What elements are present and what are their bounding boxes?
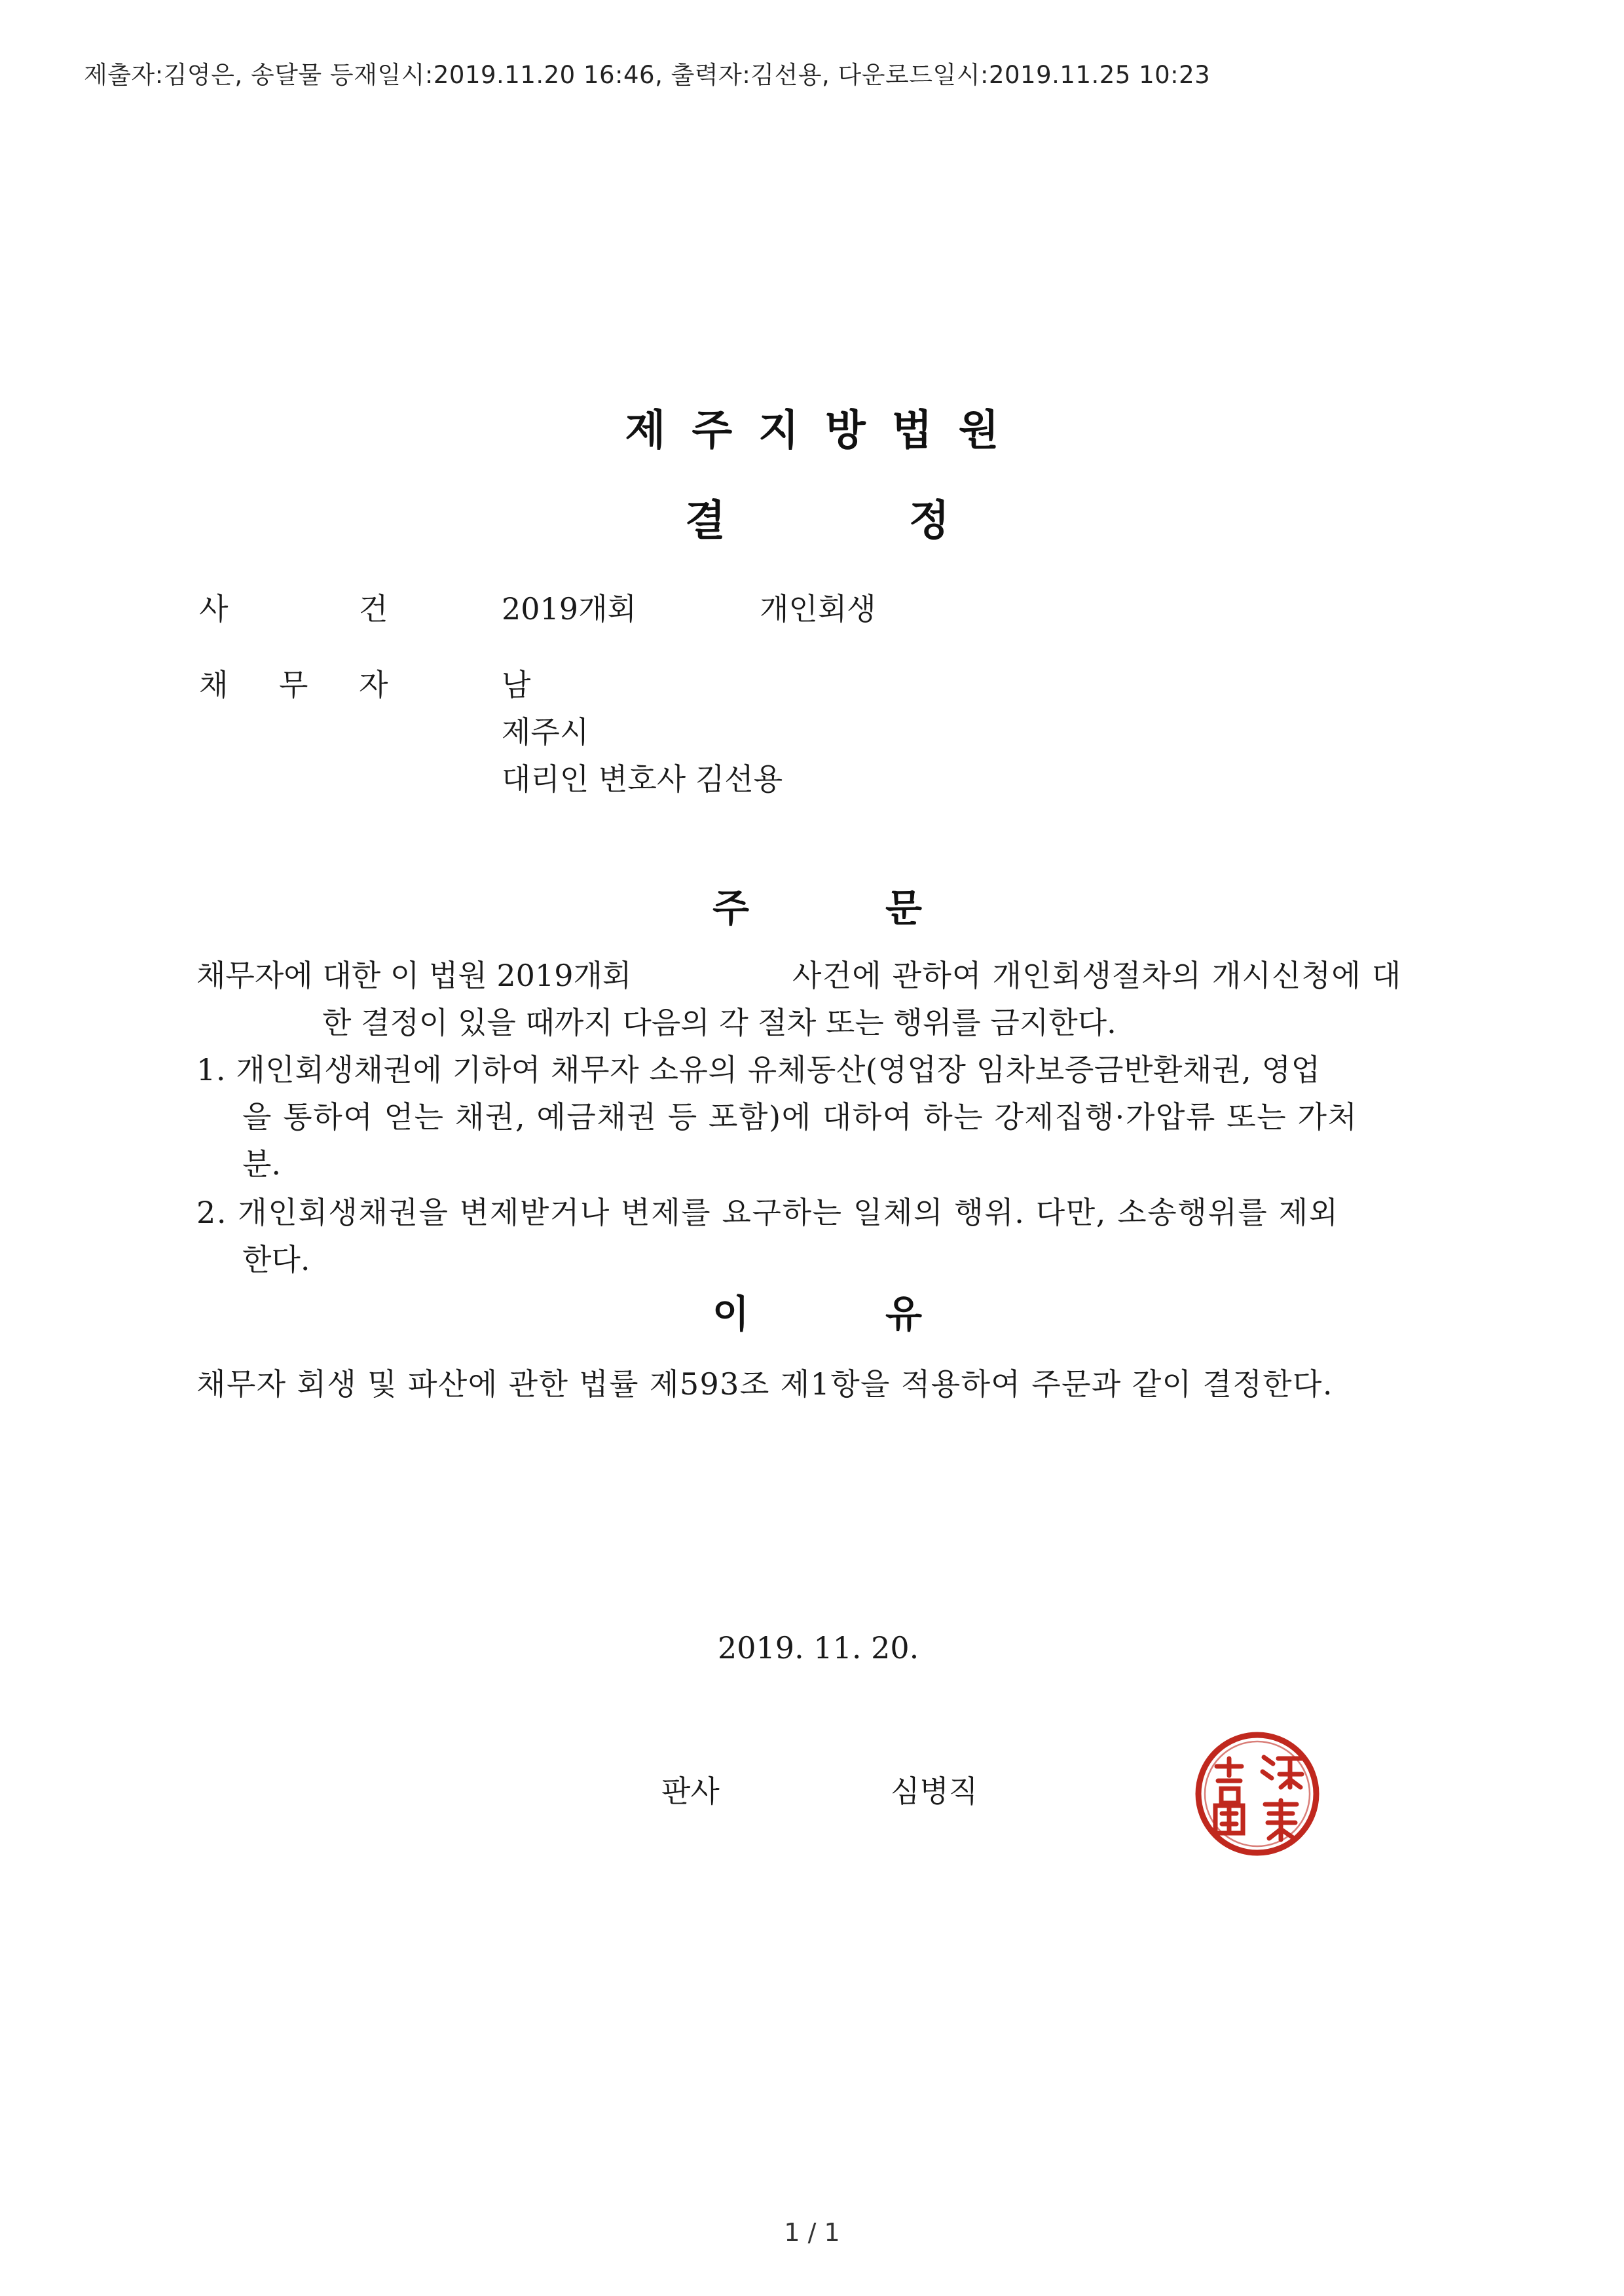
case-label-2: 건 (359, 591, 388, 627)
judge-title: 판사 (661, 1774, 720, 1809)
court-name: 제주지방법원 (625, 407, 1025, 455)
doc-title-right: 정 (909, 497, 950, 545)
order-intro-line2: 한 결정이 있을 때까지 다음의 각 절차 또는 행위를 금지한다. (322, 1005, 1116, 1040)
judge-name: 심병직 (891, 1774, 978, 1809)
order-item-2-line-1: 2. 개인회생채권을 변제받거나 변제를 요구하는 일체의 행위. 다만, 소송행위를 제외 (196, 1195, 1339, 1230)
debtor-name: 남 (502, 667, 531, 702)
reason-heading-right: 유 (885, 1292, 923, 1336)
judge-seal-stamp (1192, 1728, 1323, 1859)
decision-date: 2019. 11. 20. (718, 1630, 919, 1666)
debtor-address: 제주시 (502, 714, 589, 750)
page-number: 1 / 1 (784, 2218, 840, 2247)
order-heading-left: 주 (712, 886, 750, 930)
order-intro-part2: 사건에 관하여 개인회생절차의 개시신청에 대 (792, 958, 1402, 993)
order-item-1-line-1: 1. 개인회생채권에 기하여 채무자 소유의 유체동산(영업장 임차보증금반환채권, 영업 (196, 1052, 1321, 1087)
debtor-label-3: 자 (359, 667, 388, 702)
case-type: 개인회생 (760, 591, 876, 627)
case-number: 2019개회 (502, 591, 637, 627)
order-item-2-line-2: 한다. (242, 1242, 310, 1277)
debtor-label-1: 채 (199, 667, 229, 702)
order-heading-right: 문 (885, 886, 923, 930)
debtor-label-2: 무 (279, 667, 308, 702)
reason-heading-left: 이 (712, 1292, 750, 1336)
order-item-1-line-3: 분. (242, 1146, 282, 1182)
seal-graphic (1198, 1735, 1316, 1853)
reason-text: 채무자 회생 및 파산에 관한 법률 제593조 제1항을 적용하여 주문과 같이 결정한다. (196, 1366, 1333, 1402)
doc-title-left: 결 (685, 497, 726, 545)
submission-meta-line: 제출자:김영은, 송달물 등재일시:2019.11.20 16:46, 출력자:김선용, 다운로드일시:2019.11.25 10:23 (84, 61, 1211, 89)
order-intro-part1: 채무자에 대한 이 법원 2019개회 (196, 958, 632, 993)
case-label-1: 사 (199, 591, 229, 627)
order-item-1-line-2: 을 통하여 얻는 채권, 예금채권 등 포함)에 대하여 하는 강제집행·가압류 또는 가처 (242, 1099, 1358, 1135)
debtor-agent: 대리인 변호사 김선용 (502, 761, 783, 797)
